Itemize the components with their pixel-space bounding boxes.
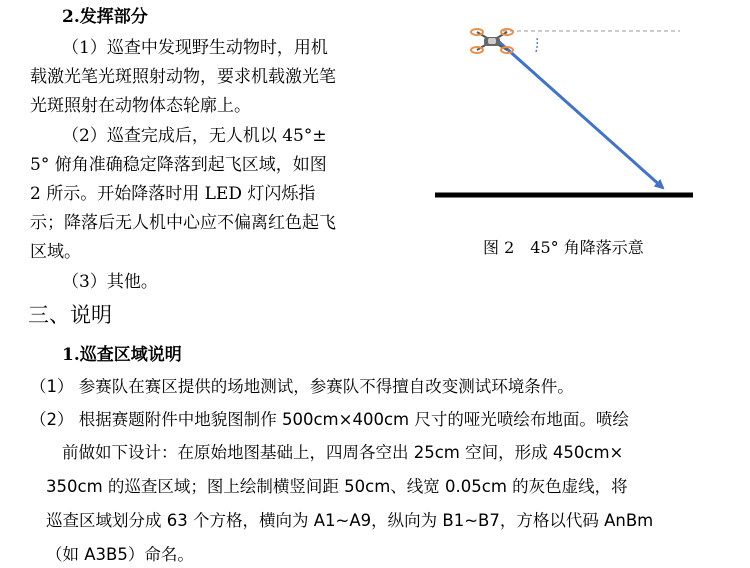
paragraph-line: 区域。 <box>30 242 81 262</box>
paragraph-line: （1）巡查中发现野生动物时，用机 <box>62 38 328 58</box>
paragraph-line: （2） 根据赛题附件中地貌图制作 500cm×400cm 尺寸的哑光喷绘布地面。喷绘 <box>30 410 629 429</box>
angle-arc <box>536 38 537 52</box>
paragraph-line: （2）巡查完成后，无人机以 45°± <box>62 126 327 146</box>
paragraph-line: 5° 俯角准确稳定降落到起飞区域，如图 <box>30 155 327 175</box>
paragraph-line: 巡查区域划分成 63 个方格，横向为 A1~A9，纵向为 B1~B7，方格以代码 AnBm <box>46 511 654 530</box>
drone-icon <box>471 29 513 53</box>
section-3-heading: 三、说明 <box>28 303 112 327</box>
paragraph-line: 光斑照射在动物体态轮廓上。 <box>30 96 251 116</box>
landing-diagram <box>425 10 725 210</box>
section-2-heading: 2.发挥部分 <box>62 7 148 27</box>
descent-arrow <box>497 40 663 188</box>
paragraph-line: 载激光笔光斑照射动物，要求机载激光笔 <box>30 67 336 87</box>
paragraph-line: 2 所示。开始降落时用 LED 灯闪烁指 <box>30 184 316 204</box>
paragraph-line: 350cm 的巡查区域；图上绘制横竖间距 50cm、线宽 0.05cm 的灰色虚线，将 <box>46 477 628 496</box>
paragraph-line: （3）其他。 <box>62 272 158 292</box>
paragraph-line: （1） 参赛队在赛区提供的场地测试，参赛队不得擅自改变测试环境条件。 <box>30 377 574 396</box>
paragraph-line: 前做如下设计：在原始地图基础上，四周各空出 25cm 空间，形成 450cm× <box>62 443 624 462</box>
figure-caption: 图 2 45° 角降落示意 <box>483 238 644 257</box>
sub-heading: 1.巡查区域说明 <box>62 345 182 365</box>
paragraph-line: 示；降落后无人机中心应不偏离红色起飞 <box>30 213 336 233</box>
paragraph-line: （如 A3B5）命名。 <box>46 545 194 564</box>
